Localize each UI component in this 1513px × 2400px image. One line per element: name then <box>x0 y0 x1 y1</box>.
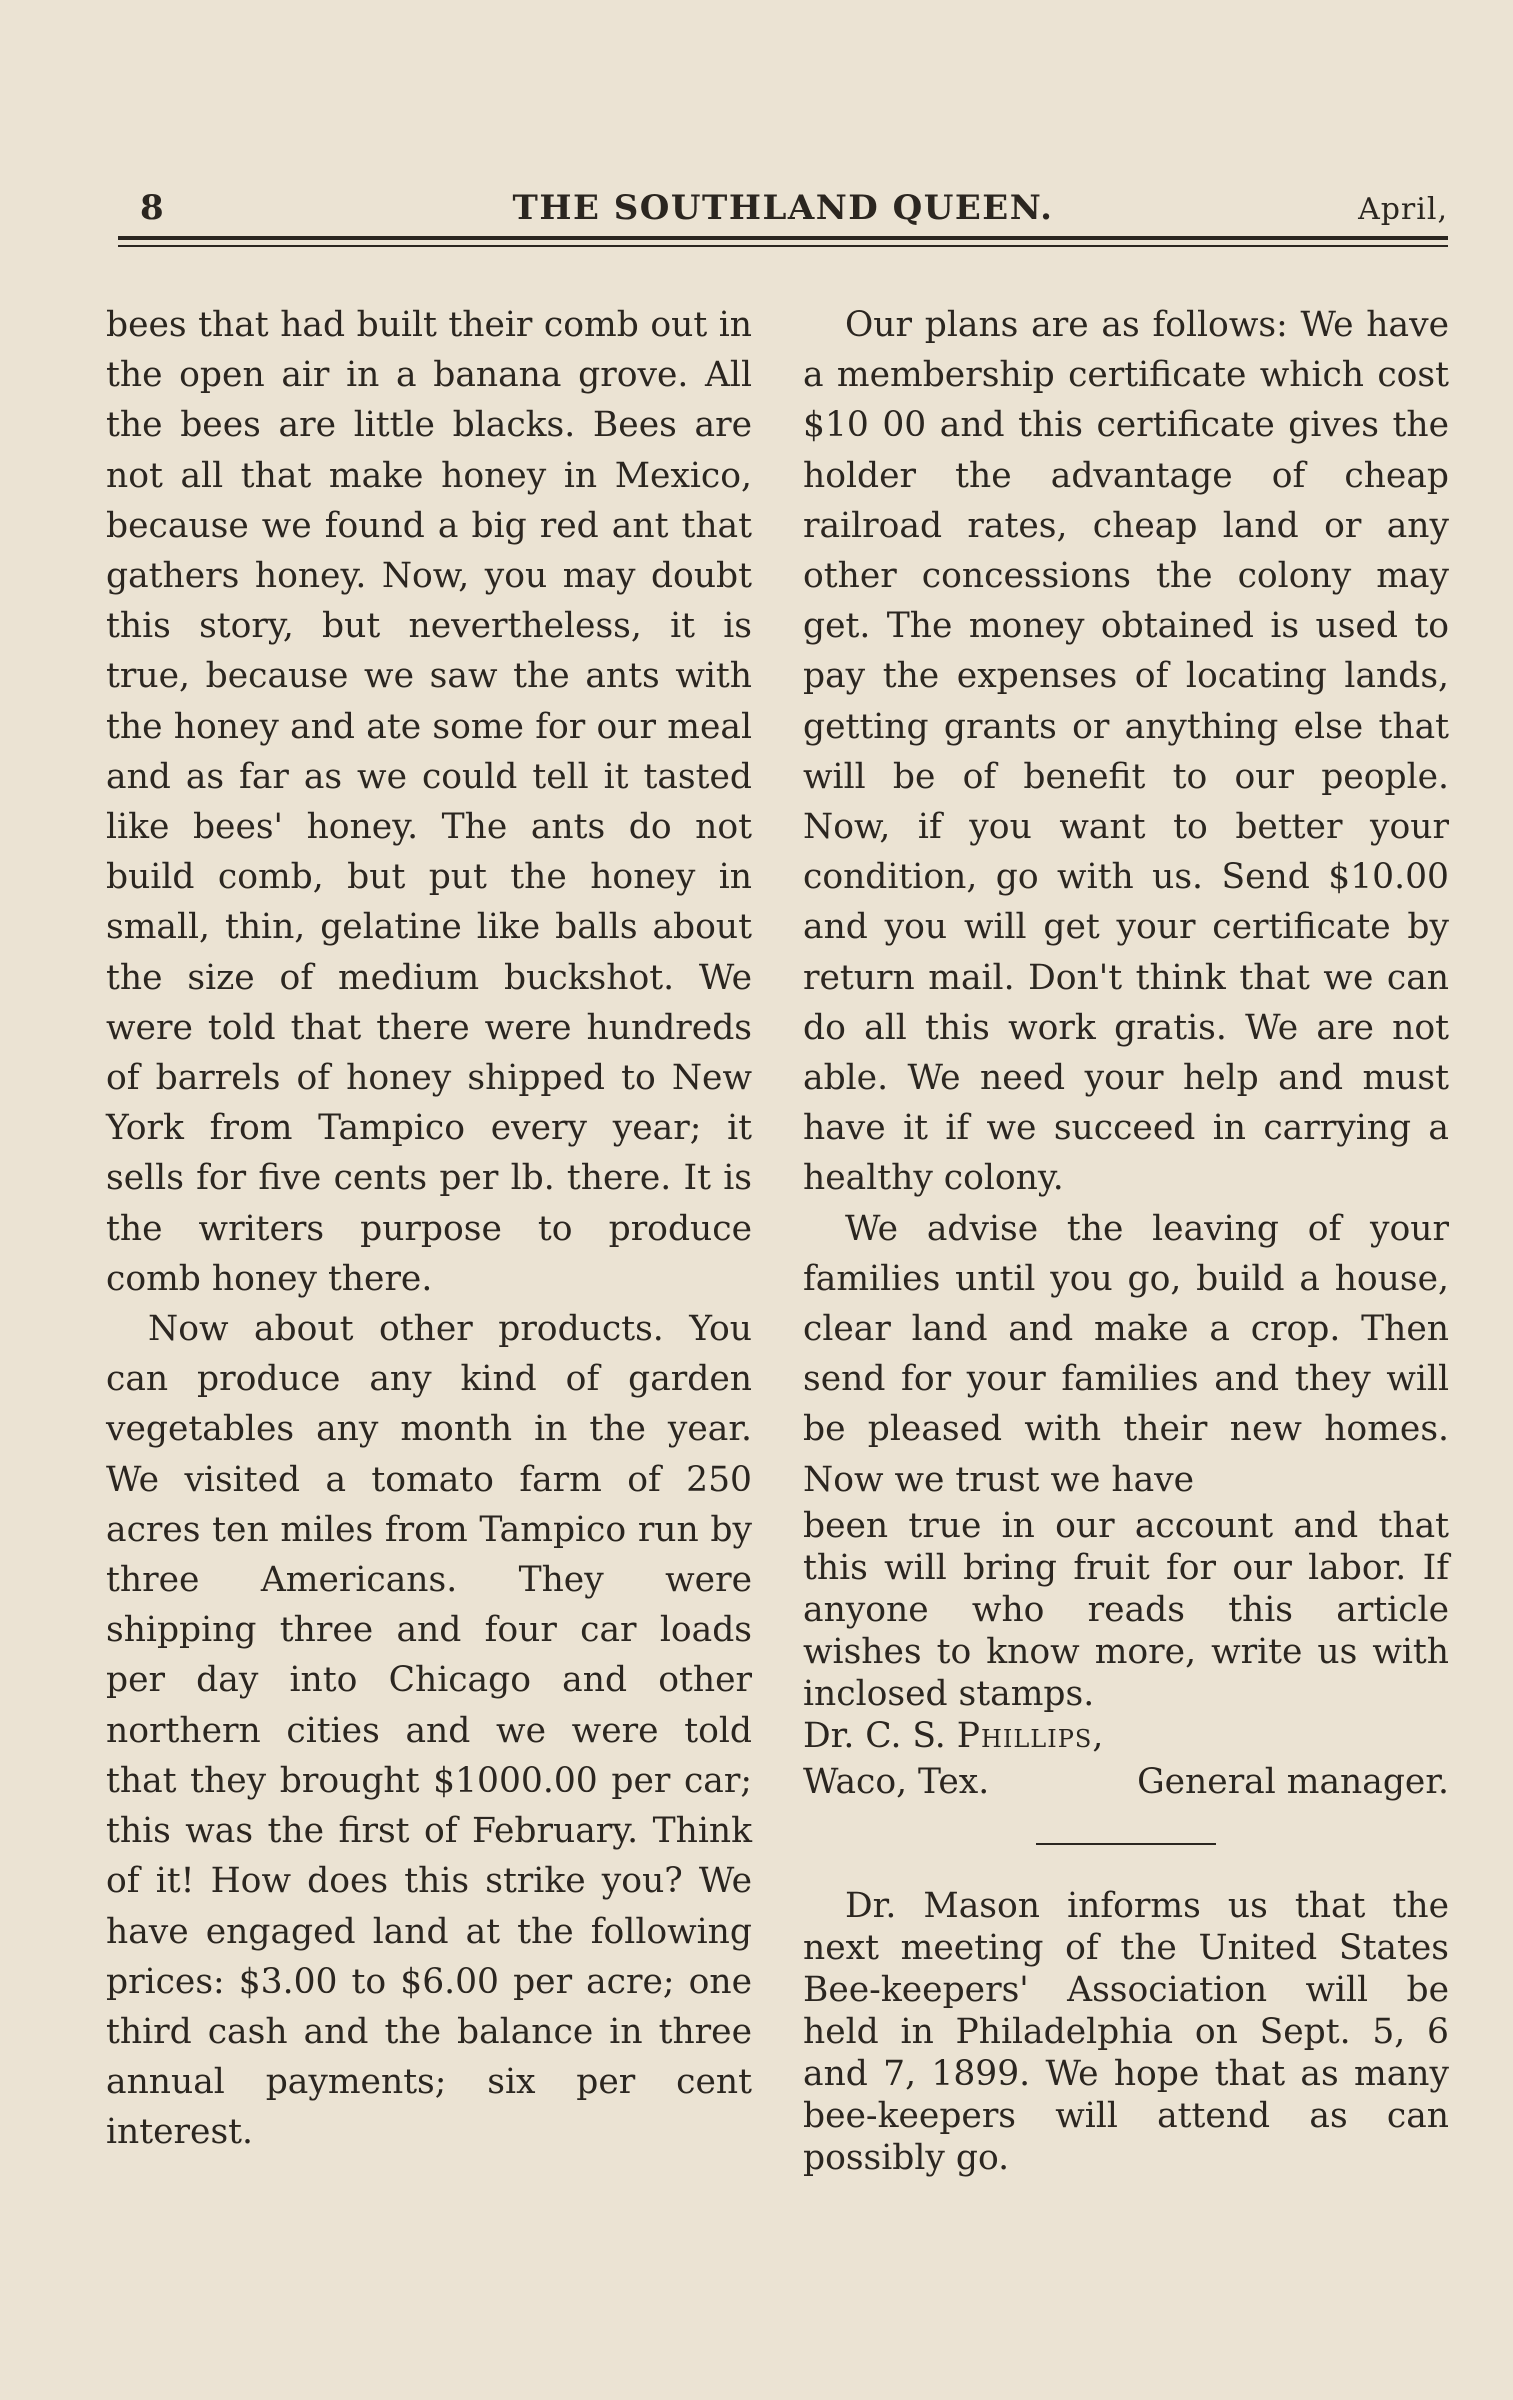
paragraph: Our plans are as follows: We have a membership certificate which cost $10 00 and this certificate gives the holder the advantage of cheap railroad rates, cheap land or any other concessions the colony may get. The money obtained is used to pay the expenses of locating lands, getting grants or anything else that will be of benefit to our people. Now, if you want to better your condition, go with us. Send $10.00 and you will get your certificate by return mail. Don't think that we can do all this work gratis. We are not able. We need your help and must have it if we succeed in carrying a healthy colony. <box>803 305 1449 1199</box>
paragraph: been true in our account and that this will bring fruit for our labor. If anyone who reads this article wishes to know more, write us with inclosed stamps. <box>803 1505 1449 1714</box>
signature-role: General manager. <box>1137 1761 1449 1802</box>
section-divider <box>1036 1843 1216 1845</box>
paragraph: bees that had built their comb out in the open air in a banana grove. All the bees are little blacks. Bees are not all that make honey in Mexico, because we found a big red ant that gathers honey. Now, you may doubt this story, but nevertheless, it is true, because we saw the ants with the honey and ate some for our meal and as far as we could tell it tasted like bees' honey. The ants do not build comb, but put the honey in small, thin, gelatine like balls about the size of medium buckshot. We were told that there were hundreds of barrels of honey shipped to New York from Tampico every year; it sells for five cents per lb. there. It is the writers purpose to produce comb honey there. <box>106 305 752 1299</box>
right-column <box>803 300 1449 2179</box>
left-column <box>106 300 752 2158</box>
page-number: 8 <box>140 188 164 228</box>
running-title: THE SOUTHLAND QUEEN. <box>512 188 1054 228</box>
paragraph: We advise the leaving of your families until you go, build a house, clear land and make a crop. Then send for your families and they will be pleased with their new homes. Now we trust we have <box>803 1208 1449 1500</box>
signature-line <box>803 1757 1449 1807</box>
paragraph: Now about other products. You can produce any kind of garden vegetables any month in the year. We visited a tomato farm of 250 acres ten miles from Tampico run by three Americans. They were shipping three and four car loads per day into Chicago and other northern cities and we were told that they brought $1000.00 per car; this was the first of February. Think of it! How does this strike you? We have engaged land at the following prices: $3.00 to $6.00 per acre; one third cash and the balance in three annual payments; six per cent interest. <box>106 1309 752 2153</box>
signature-place: Waco, Tex. <box>803 1761 990 1802</box>
header-rule-thin <box>118 245 1448 247</box>
paragraph: Dr. Mason informs us that the next meeting of the United States Bee-keepers' Association will be held in Philadelphia on Sept. 5, 6 and 7, 1899. We hope that as many bee-keepers will attend as can possibly go. <box>803 1886 1449 2179</box>
header-rule-thick <box>118 236 1448 240</box>
signature-name <box>803 1715 1449 1757</box>
signature-prefix: Dr. C. S. <box>803 1715 946 1756</box>
page-header <box>118 188 1448 238</box>
issue-month: April, <box>1358 192 1448 227</box>
signature-surname: Phillips, <box>956 1715 1105 1756</box>
